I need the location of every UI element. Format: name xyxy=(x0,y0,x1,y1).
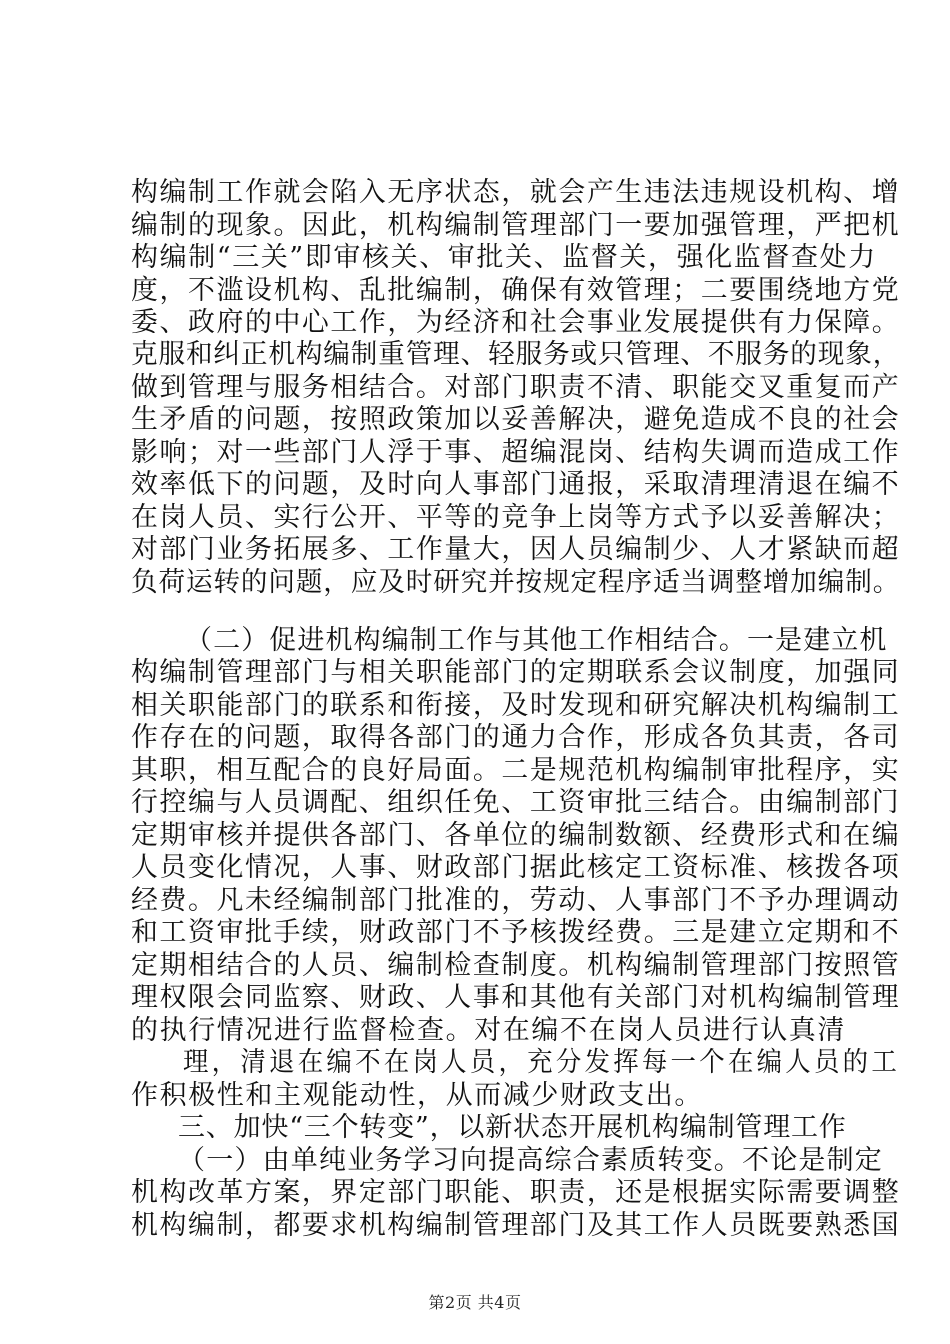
section-heading: 三、加快“三个转变”，以新状态开展机构编制管理工作 xyxy=(178,1112,847,1143)
text-line: 构编制管理部门与相关职能部门的定期联系会议制度，加强同 xyxy=(131,657,901,688)
text-line: 克服和纠正机构编制重管理、轻服务或只管理、不服务的现象， xyxy=(131,339,901,370)
text-line: 负荷运转的问题，应及时研究并按规定程序适当调整增加编制。 xyxy=(131,567,901,598)
text-line: 机构改革方案，界定部门职能、职责，还是根据实际需要调整 xyxy=(131,1177,901,1208)
text-line: 经费。凡未经编制部门批准的，劳动、人事部门不予办理调动 xyxy=(131,885,901,916)
text-line: 构编制“三关”即审核关、审批关、监督关，强化监督查处力 xyxy=(131,242,877,273)
text-line: 作积极性和主观能动性，从而减少财政支出。 xyxy=(131,1080,703,1111)
text-line: 生矛盾的问题，按照政策加以妥善解决，避免造成不良的社会 xyxy=(131,404,901,435)
text-line: 和工资审批手续，财政部门不予核拨经费。三是建立定期和不 xyxy=(131,917,901,948)
text-line: 理权限会同监察、财政、人事和其他有关部门对机构编制管理 xyxy=(131,982,901,1013)
text-line: 委、政府的中心工作，为经济和社会事业发展提供有力保障。 xyxy=(131,307,901,338)
text-line: 编制的现象。因此，机构编制管理部门一要加强管理，严把机 xyxy=(131,210,901,241)
text-line: 影响；对一些部门人浮于事、超编混岗、结构失调而造成工作 xyxy=(131,437,901,468)
paragraph-first-line: （二）促进机构编制工作与其他工作相结合。一是建立机 xyxy=(185,625,888,656)
text-line: 的执行情况进行监督检查。对在编不在岗人员进行认真清 xyxy=(131,1015,846,1046)
text-line: 其职，相互配合的良好局面。二是规范机构编制审批程序，实 xyxy=(131,755,901,786)
text-line: 在岗人员、实行公开、平等的竞争上岗等方式予以妥善解决； xyxy=(131,502,901,533)
text-line: 度，不滥设机构、乱批编制，确保有效管理；二要围绕地方党 xyxy=(131,275,901,306)
text-line: 定期相结合的人员、编制检查制度。机构编制管理部门按照管 xyxy=(131,950,901,981)
text-line: 理，清退在编不在岗人员，充分发挥每一个在编人员的工 xyxy=(183,1047,900,1078)
text-line: 作存在的问题，取得各部门的通力合作，形成各负其责，各司 xyxy=(131,722,901,753)
page-footer: 第2页 共4页 xyxy=(428,1293,522,1312)
text-line: 构编制工作就会陷入无序状态，就会产生违法违规设机构、增 xyxy=(131,177,901,208)
text-line: 人员变化情况，人事、财政部门据此核定工资标准、核拨各项 xyxy=(131,852,901,883)
text-line: 对部门业务拓展多、工作量大，因人员编制少、人才紧缺而超 xyxy=(131,534,901,565)
text-line: 相关职能部门的联系和衔接，及时发现和研究解决机构编制工 xyxy=(131,690,901,721)
text-line: 机构编制，都要求机构编制管理部门及其工作人员既要熟悉国 xyxy=(131,1210,901,1241)
text-line: 行控编与人员调配、组织任免、工资审批三结合。由编制部门 xyxy=(131,787,901,818)
text-line: 效率低下的问题，及时向人事部门通报，采取清理清退在编不 xyxy=(131,469,901,500)
subsection-heading: （一）由单纯业务学习向提高综合素质转变。不论是制定 xyxy=(178,1145,883,1176)
text-line: 做到管理与服务相结合。对部门职责不清、职能交叉重复而产 xyxy=(131,372,901,403)
text-line: 定期审核并提供各部门、各单位的编制数额、经费形式和在编 xyxy=(131,820,901,851)
